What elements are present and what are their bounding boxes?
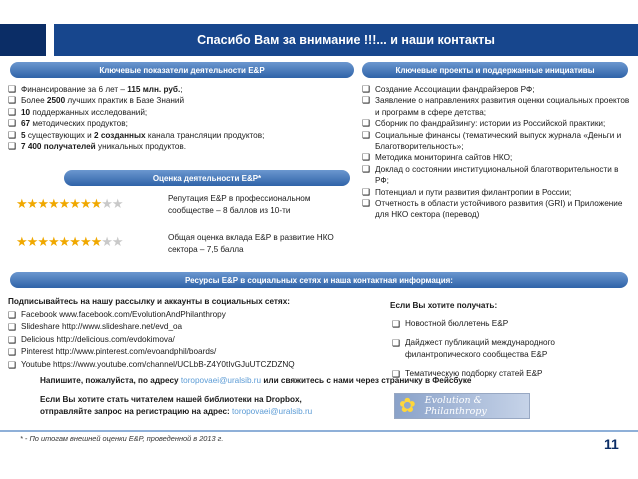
checkbox-icon: ❑ — [362, 186, 371, 197]
checkbox-icon: ❑ — [362, 152, 371, 163]
star-icon: ★ — [90, 234, 102, 249]
checkbox-icon: ❑ — [8, 118, 17, 129]
kpi-list — [8, 84, 348, 152]
star-icon: ★ — [111, 196, 123, 211]
receive-heading: Если Вы хотите получать: — [390, 301, 498, 310]
star-icon: ★ — [69, 196, 80, 211]
checkbox-icon: ❑ — [8, 141, 17, 152]
checkbox-icon: ❑ — [8, 129, 17, 140]
star-icon: ★ — [37, 234, 48, 249]
star-icon: ★ — [58, 234, 70, 249]
flower-icon: ✿ — [398, 395, 416, 417]
project-item: ❑ Создание Ассоциации фандрайзеров РФ; — [362, 84, 535, 94]
kpi-item: ❑ 67 методических продуктов; — [8, 118, 128, 129]
checkbox-icon: ❑ — [362, 118, 371, 129]
receive-item: ❑ Дайджест публикаций международного филантропического сообщества E&P — [392, 337, 555, 359]
social-list — [8, 309, 378, 371]
project-item: ❑ Сборник по фандрайзингу: истории из Российской практики; — [362, 118, 606, 129]
kpi-item: ❑ 5 существующих и 2 созданных канала трансляции продуктов; — [8, 129, 265, 140]
star-icon: ★ — [79, 234, 91, 249]
resources-section-header: Ресурсы E&P в социальных сетях и наша контактная информация: — [10, 272, 628, 288]
project-item: ❑ Заявление о направлениях развития оценки социальных проектов и программ в сфере детства; — [362, 95, 630, 117]
title-accent-block — [0, 24, 46, 56]
social-link-facebook[interactable]: ❑ Facebook www.facebook.com/EvolutionAndPhilanthropy — [8, 310, 226, 320]
checkbox-icon: ❑ — [8, 95, 17, 106]
checkbox-icon: ❑ — [8, 310, 17, 320]
overall-stars — [16, 234, 123, 250]
contact-line: Напишите, пожалуйста, по адресу toropovaei@uralsib.ru или свяжитесь с нами через страничку в Фейсбуке — [40, 376, 472, 385]
social-link-delicious[interactable]: ❑ Delicious http://delicious.com/evdokimova/ — [8, 334, 175, 345]
star-icon: ★ — [101, 234, 112, 249]
kpi-item: ❑ 10 поддержанных исследований; — [8, 106, 148, 117]
star-icon: ★ — [101, 196, 112, 211]
star-icon: ★ — [79, 196, 91, 211]
star-icon: ★ — [16, 196, 27, 211]
project-item: ❑ Социальные финансы (тематический выпуск журнала «Деньги и Благотворительность»; — [362, 129, 622, 152]
footnote: * - По итогам внешней оценки E&P, проведенной в 2013 г. — [20, 434, 224, 443]
contact-email-link[interactable]: toropovaei@uralsib.ru — [180, 376, 262, 385]
checkbox-icon: ❑ — [362, 163, 371, 174]
social-link-pinterest[interactable]: ❑ Pinterest http://www.pinterest.com/evoandphil/boards/ — [8, 347, 217, 358]
social-link-slideshare[interactable]: ❑ Slideshare http://www.slideshare.net/evd_oa — [8, 322, 183, 333]
star-icon: ★ — [90, 196, 102, 211]
project-item: ❑ Методика мониторинга сайтов НКО; — [362, 152, 513, 163]
footer-divider — [0, 430, 638, 432]
star-icon: ★ — [37, 196, 48, 211]
checkbox-icon: ❑ — [8, 334, 17, 345]
kpi-item: ❑ Более 2500 лучших практик в Базе Знаний — [8, 95, 185, 106]
checkbox-icon: ❑ — [8, 359, 17, 370]
evolution-philanthropy-logo[interactable]: ✿ Evolution & Philanthropy — [394, 393, 530, 419]
star-icon: ★ — [16, 234, 27, 249]
star-icon: ★ — [26, 196, 38, 211]
project-item: ❑ Доклад о состоянии институциональной благотворительности в РФ; — [362, 163, 619, 186]
library-line: Если Вы хотите стать читателем нашей библиотеки на Dropbox, отправляйте запрос на регистрацию на адрес: toropovaei@uralsib.ru — [40, 395, 313, 416]
title-bar — [0, 24, 638, 56]
social-link-youtube[interactable]: ❑ Youtube https://www.youtube.com/channel/UCLbB-Z4Y0tIvGJuUTCZDZNQ — [8, 359, 295, 370]
checkbox-icon: ❑ — [392, 337, 401, 348]
project-item: ❑ Отчетность в области устойчивого развития (GRI) и Приложение для НКО сектора (перевод) — [362, 198, 623, 220]
page-title: Спасибо Вам за внимание !!!... и наши контакты — [54, 24, 638, 56]
kpi-section-header: Ключевые показатели деятельности E&P — [10, 62, 354, 78]
project-item: ❑ Потенциал и пути развития филантропии в России; — [362, 186, 572, 197]
checkbox-icon: ❑ — [392, 368, 401, 379]
star-icon: ★ — [26, 234, 38, 249]
page-number: 11 — [604, 436, 619, 452]
receive-item: ❑ Тематическую подборку статей E&P — [392, 368, 543, 379]
checkbox-icon: ❑ — [362, 95, 371, 106]
star-icon: ★ — [47, 234, 59, 249]
reputation-stars — [16, 196, 123, 212]
checkbox-icon: ❑ — [362, 129, 371, 140]
checkbox-icon: ❑ — [392, 319, 401, 329]
checkbox-icon: ❑ — [362, 84, 371, 94]
overall-text: Общая оценка вклада E&P в развитие НКО сектора – 7,5 балла — [168, 233, 334, 254]
star-icon: ★ — [58, 196, 70, 211]
star-icon: ★ — [69, 234, 80, 249]
kpi-item: ❑ 7 400 получателей уникальных продуктов. — [8, 141, 187, 152]
rating-section-header: Оценка деятельности E&P* — [64, 170, 350, 186]
checkbox-icon: ❑ — [8, 347, 17, 358]
kpi-item: ❑ Финансирование за 6 лет – 115 млн. руб.; — [8, 84, 183, 94]
projects-section-header: Ключевые проекты и поддержанные инициативы — [362, 62, 628, 78]
checkbox-icon: ❑ — [362, 198, 371, 209]
library-email-link[interactable]: toropovaei@uralsib.ru — [232, 406, 313, 416]
receive-list — [392, 318, 628, 380]
projects-list — [362, 84, 630, 221]
checkbox-icon: ❑ — [8, 106, 17, 117]
checkbox-icon: ❑ — [8, 84, 17, 94]
receive-item: ❑ Новостной бюллетень E&P — [392, 319, 509, 329]
checkbox-icon: ❑ — [8, 322, 17, 333]
reputation-text: Репутация E&P в профессиональном сообществе – 8 баллов из 10-ти — [168, 194, 311, 215]
star-icon: ★ — [47, 196, 59, 211]
star-icon: ★ — [111, 234, 123, 249]
social-heading: Подписывайтесь на нашу рассылку и аккаунты в социальных сетях: — [8, 297, 290, 306]
